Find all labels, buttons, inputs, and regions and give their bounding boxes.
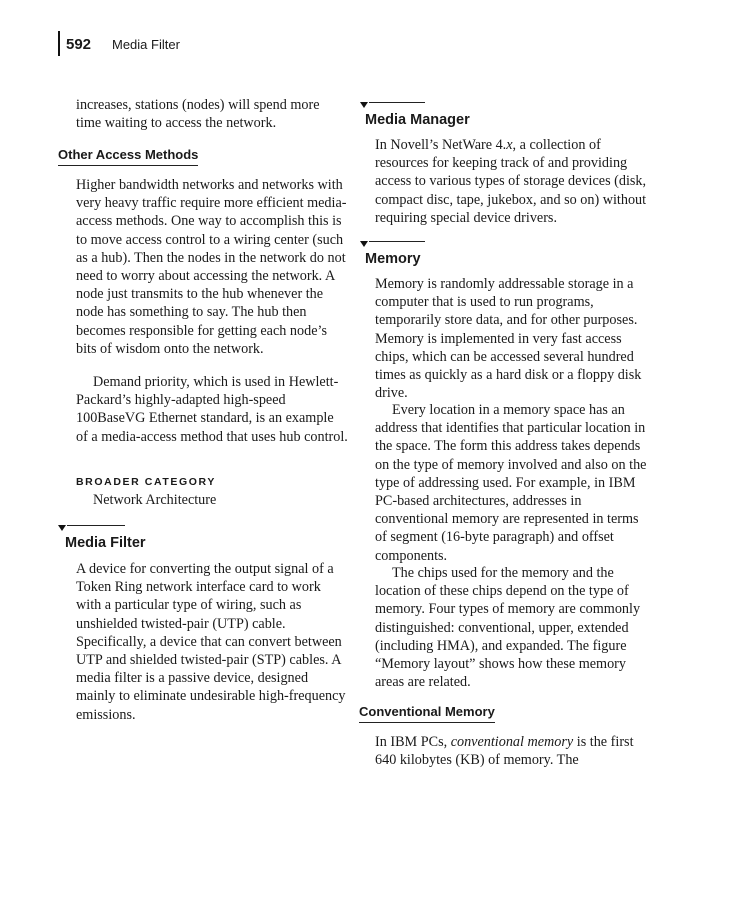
conventional-memory-paragraph: In IBM PCs, conventional memory is the first 640 kilobytes (KB) of memory. The (375, 734, 634, 769)
entry-arrow-icon (58, 525, 66, 531)
page-number: 592 (66, 36, 92, 53)
media-filter-heading: Media Filter (65, 535, 146, 551)
other-access-paragraph: Higher bandwidth networks and networks with very heavy traffic require more efficient media-access methods. One way to accomplish this is to move access control to a wiring center (such as a hub). Then the nodes in the network do not need to worry about accessing the network. A node just transmits to the hub whenever the node has something to say. The hub then becomes responsible for getting each node’s bits of wisdom onto the network. (76, 177, 347, 357)
entry-rule (369, 102, 425, 103)
other-access-methods-heading: Other Access Methods (58, 146, 198, 166)
header-rule (58, 31, 60, 56)
broader-category-label: BROADER CATEGORY (76, 476, 216, 488)
entry-rule (67, 525, 125, 526)
demand-priority-paragraph: Demand priority, which is used in Hewlett-Packard’s highly-adapted high-speed 100BaseVG Ethernet standard, is an example of a media-access method that uses hub control. (76, 374, 348, 445)
entry-arrow-icon (360, 241, 368, 247)
media-manager-heading: Media Manager (365, 112, 470, 128)
broader-category-value: Network Architecture (93, 492, 217, 508)
entry-arrow-icon (360, 102, 368, 108)
conventional-memory-heading: Conventional Memory (359, 703, 495, 723)
memory-heading: Memory (365, 251, 421, 267)
media-manager-paragraph: In Novell’s NetWare 4.x, a collection of resources for keeping track of and providing access to various types of storage devices (disk, compact disc, tape, jukebox, and so on) without requiring special device drivers. (375, 137, 647, 226)
memory-paragraph-3: The chips used for the memory and the location of these chips depend on the type of memory. Four types of memory are commonly distinguished: conventional, upper, extended (including HMA), and expanded. The figure “Memory layout” shows how these memory areas are related. (375, 565, 641, 691)
running-title: Media Filter (112, 37, 180, 52)
media-filter-paragraph: A device for converting the output signal of a Token Ring network interface card to work with a particular type of wiring, such as unshielded twisted-pair (UTP) cable. Specifically, a device that can convert between UTP and shielded twisted-pair (STP) cables. A media filter is a passive device, designed mainly to eliminate undesirable high-frequency emissions. (76, 561, 346, 723)
memory-paragraph-2: Every location in a memory space has an address that identifies that particular location in the space. The form this address takes depends on the type of memory involved and also on the type of addressing used. For example, in IBM PC-based architectures, addresses in conventional memory are represented in terms of segment (16-byte paragraph) and offset components. (375, 402, 647, 564)
intro-paragraph: increases, stations (nodes) will spend more time waiting to access the network. (76, 97, 320, 132)
memory-paragraph-1: Memory is randomly addressable storage in a computer that is used to run programs, temporarily store data, and for other purposes. Memory is implemented in very fast access chips, which can be accessed several hundred times as quickly as a hard disk or a floppy disk drive. (375, 276, 642, 402)
entry-rule (369, 241, 425, 242)
